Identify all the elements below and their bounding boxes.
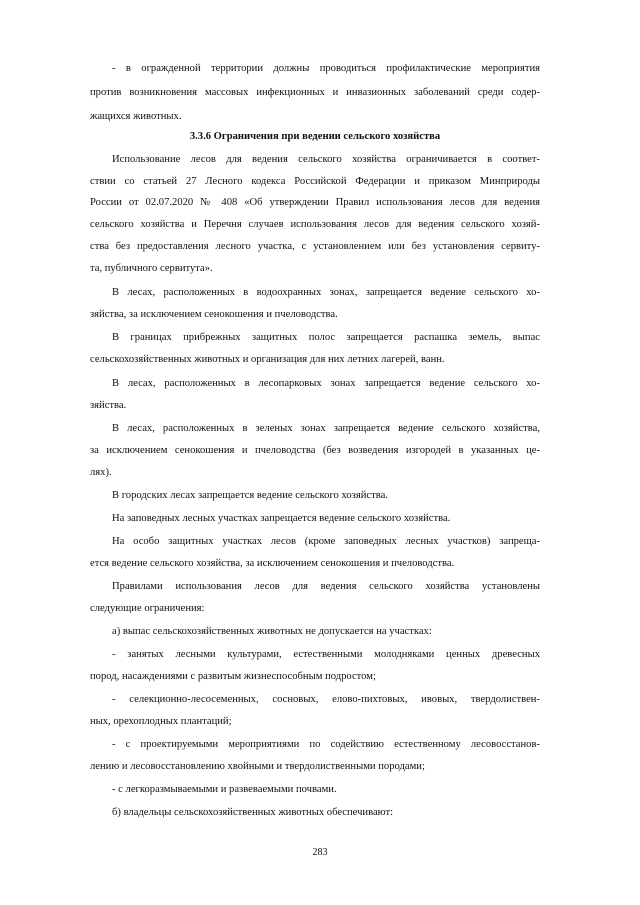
text-line: На особо защитных участках лесов (кроме заповедных лесных участков) запреща- <box>112 536 540 547</box>
text-line: зяйства, за исключением сенокошения и пчеловодства. <box>90 309 338 320</box>
text-line: Правилами использования лесов для ведения сельского хозяйства установлены <box>112 581 540 592</box>
text-line: лению и лесовосстановлению хвойными и твердолиственными породами; <box>90 761 425 772</box>
text-line: России от 02.07.2020 № 408 «Об утверждении Правил использования лесов для ведения <box>90 197 540 208</box>
text-line: В лесах, расположенных в лесопарковых зонах запрещается ведение сельского хо- <box>112 378 540 389</box>
text-line: В городских лесах запрещается ведение сельского хозяйства. <box>112 490 388 501</box>
text-line: ствии со статьей 27 Лесного кодекса Российской Федерации и приказом Минприроды <box>90 176 540 187</box>
text-line: - занятых лесными культурами, естественными молодняками ценных древесных <box>112 649 540 660</box>
text-line: жащихся животных. <box>90 111 182 122</box>
section-heading: 3.3.6 Ограничения при ведении сельского хозяйства <box>189 131 441 142</box>
text-line: следующие ограничения: <box>90 603 205 614</box>
text-line: - селекционно-лесосеменных, сосновых, елово-пихтовых, ивовых, твердолиствен- <box>112 694 540 705</box>
text-line: против возникновения массовых инфекционных и инвазионных заболеваний среди содер- <box>90 87 540 98</box>
text-line: зяйства. <box>90 400 127 411</box>
text-line: - с легкоразмываемыми и развеваемыми почвами. <box>112 784 337 795</box>
text-line: В лесах, расположенных в водоохранных зонах, запрещается ведение сельского хо- <box>112 287 540 298</box>
text-line: лях). <box>90 467 112 478</box>
text-line: На заповедных лесных участках запрещается ведение сельского хозяйства. <box>112 513 451 524</box>
text-line: пород, насаждениями с развитым жизнеспособным подростом; <box>90 671 376 682</box>
text-line: Использование лесов для ведения сельского хозяйства ограничивается в соответ- <box>112 154 540 165</box>
text-line: - в огражденной территории должны проводиться профилактические мероприятия <box>112 63 540 74</box>
text-line: та, публичного сервитута». <box>90 263 213 274</box>
text-line: В границах прибрежных защитных полос запрещается распашка земель, выпас <box>112 332 540 343</box>
text-line: ных, орехоплодных плантаций; <box>90 716 232 727</box>
text-line: В лесах, расположенных в зеленых зонах запрещается ведение сельского хозяйства, <box>112 423 540 434</box>
text-line: а) выпас сельскохозяйственных животных не допускается на участках: <box>112 626 432 637</box>
page-number: 283 <box>312 847 328 858</box>
text-line: сельскохозяйственных животных и организация для них летних лагерей, ванн. <box>90 354 445 365</box>
text-line: - с проектируемыми мероприятиями по содействию естественному лесовосстанов- <box>112 739 540 750</box>
text-line: ется ведение сельского хозяйства, за исключением сенокошения и пчеловодства. <box>90 558 455 569</box>
text-line: б) владельцы сельскохозяйственных животных обеспечивают: <box>112 807 394 818</box>
text-line: ства без предоставления лесного участка, с установлением или без установления сервиту- <box>90 241 540 252</box>
text-line: сельского хозяйства и Перечня случаев использования лесов для ведения сельского хозяй- <box>90 219 540 230</box>
text-line: за исключением сенокошения и пчеловодства (без возведения изгородей в указанных це- <box>90 445 540 456</box>
